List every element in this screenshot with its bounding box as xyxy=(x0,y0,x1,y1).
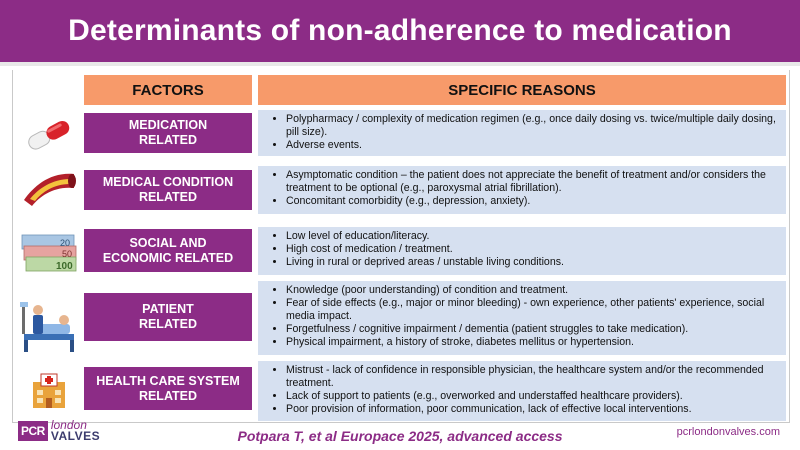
factor-label-line1: HEALTH CARE SYSTEM xyxy=(96,373,240,388)
factor-label-line2: RELATED xyxy=(138,317,198,331)
title-underline xyxy=(0,62,800,66)
svg-text:50: 50 xyxy=(62,249,73,259)
pill-capsule-icon xyxy=(20,114,78,156)
reasons-medication xyxy=(258,110,786,156)
artery-icon xyxy=(20,166,78,208)
factor-label-line2: RELATED xyxy=(138,388,198,403)
reason-item: • Asymptomatic condition – the patient does not appreciate the benefit of treatment and/or considers the treatment to be optional (e.g., paroxysmal atrial fibrillation). xyxy=(286,169,778,195)
factor-health-care-system xyxy=(84,367,252,410)
factors-header: FACTORS xyxy=(84,75,252,105)
reason-item: • Forgetfulness / cognitive impairment / dementia (patient struggles to take medication). xyxy=(286,323,778,336)
factor-label-line2: ECONOMIC RELATED xyxy=(102,250,234,265)
svg-text:100: 100 xyxy=(56,261,73,272)
factor-medication xyxy=(84,113,252,153)
reason-item: • Lack of support to patients (e.g., overworked and understaffed healthcare providers). xyxy=(286,390,778,403)
factor-label-line1: SOCIAL AND xyxy=(129,235,207,250)
reason-item: • High cost of medication / treatment. xyxy=(286,243,778,256)
reason-item: • Polypharmacy / complexity of medication regimen (e.g., once daily dosing vs. twice/multiple daily dosing, pill size). xyxy=(286,113,778,139)
reasons-medical-condition xyxy=(258,166,786,214)
title-bar xyxy=(0,0,800,62)
factor-label-line2: RELATED xyxy=(138,190,198,204)
reason-item: • Low level of education/literacy. xyxy=(286,230,778,243)
reason-item: • Knowledge (poor understanding) of condition and treatment. xyxy=(286,284,778,297)
reasons-social-economic xyxy=(258,227,786,275)
reason-item: • Mistrust - lack of confidence in responsible physician, the healthcare system and/or the recommended treatment. xyxy=(286,364,778,390)
reasons-header: SPECIFIC REASONS xyxy=(258,75,786,105)
factor-label-line1: MEDICAL CONDITION xyxy=(102,175,234,189)
factor-label-line1: PATIENT xyxy=(142,302,194,316)
patient-bed-icon xyxy=(20,298,78,354)
factor-social-economic xyxy=(84,229,252,272)
logo-line2: VALVES xyxy=(50,429,101,443)
reason-item: • Fear of side effects (e.g., major or minor bleeding) - own experience, other patients' experience, social media impact. xyxy=(286,297,778,323)
reason-item: • Adverse events. xyxy=(286,139,778,152)
factor-medical-condition xyxy=(84,170,252,210)
logo-pcr-box: PCR xyxy=(18,421,48,441)
factor-label-line1: MEDICATION xyxy=(128,118,208,132)
reasons-patient xyxy=(258,281,786,355)
reason-item: • Physical impairment, a history of stroke, diabetes mellitus or hypertension. xyxy=(286,336,778,349)
hospital-icon xyxy=(20,370,78,412)
slide-title: Determinants of non-adherence to medication xyxy=(68,14,732,47)
logo-line1: london xyxy=(50,418,87,432)
banknotes-icon xyxy=(20,231,78,273)
factor-patient xyxy=(84,293,252,341)
factor-label-line2: RELATED xyxy=(138,133,198,147)
website-url[interactable]: pcrlondonvalves.com xyxy=(676,426,780,438)
svg-text:20: 20 xyxy=(60,238,71,248)
reason-item: • Poor provision of information, poor communication, lack of effective local interventions. xyxy=(286,403,778,416)
reasons-health-care-system xyxy=(258,361,786,421)
reason-item: • Concomitant comorbidity (e.g., depression, anxiety). xyxy=(286,195,778,208)
citation: Potpara T, et al Europace 2025, advanced access xyxy=(237,428,563,444)
reason-item: • Living in rural or deprived areas / unstable living conditions. xyxy=(286,256,778,269)
